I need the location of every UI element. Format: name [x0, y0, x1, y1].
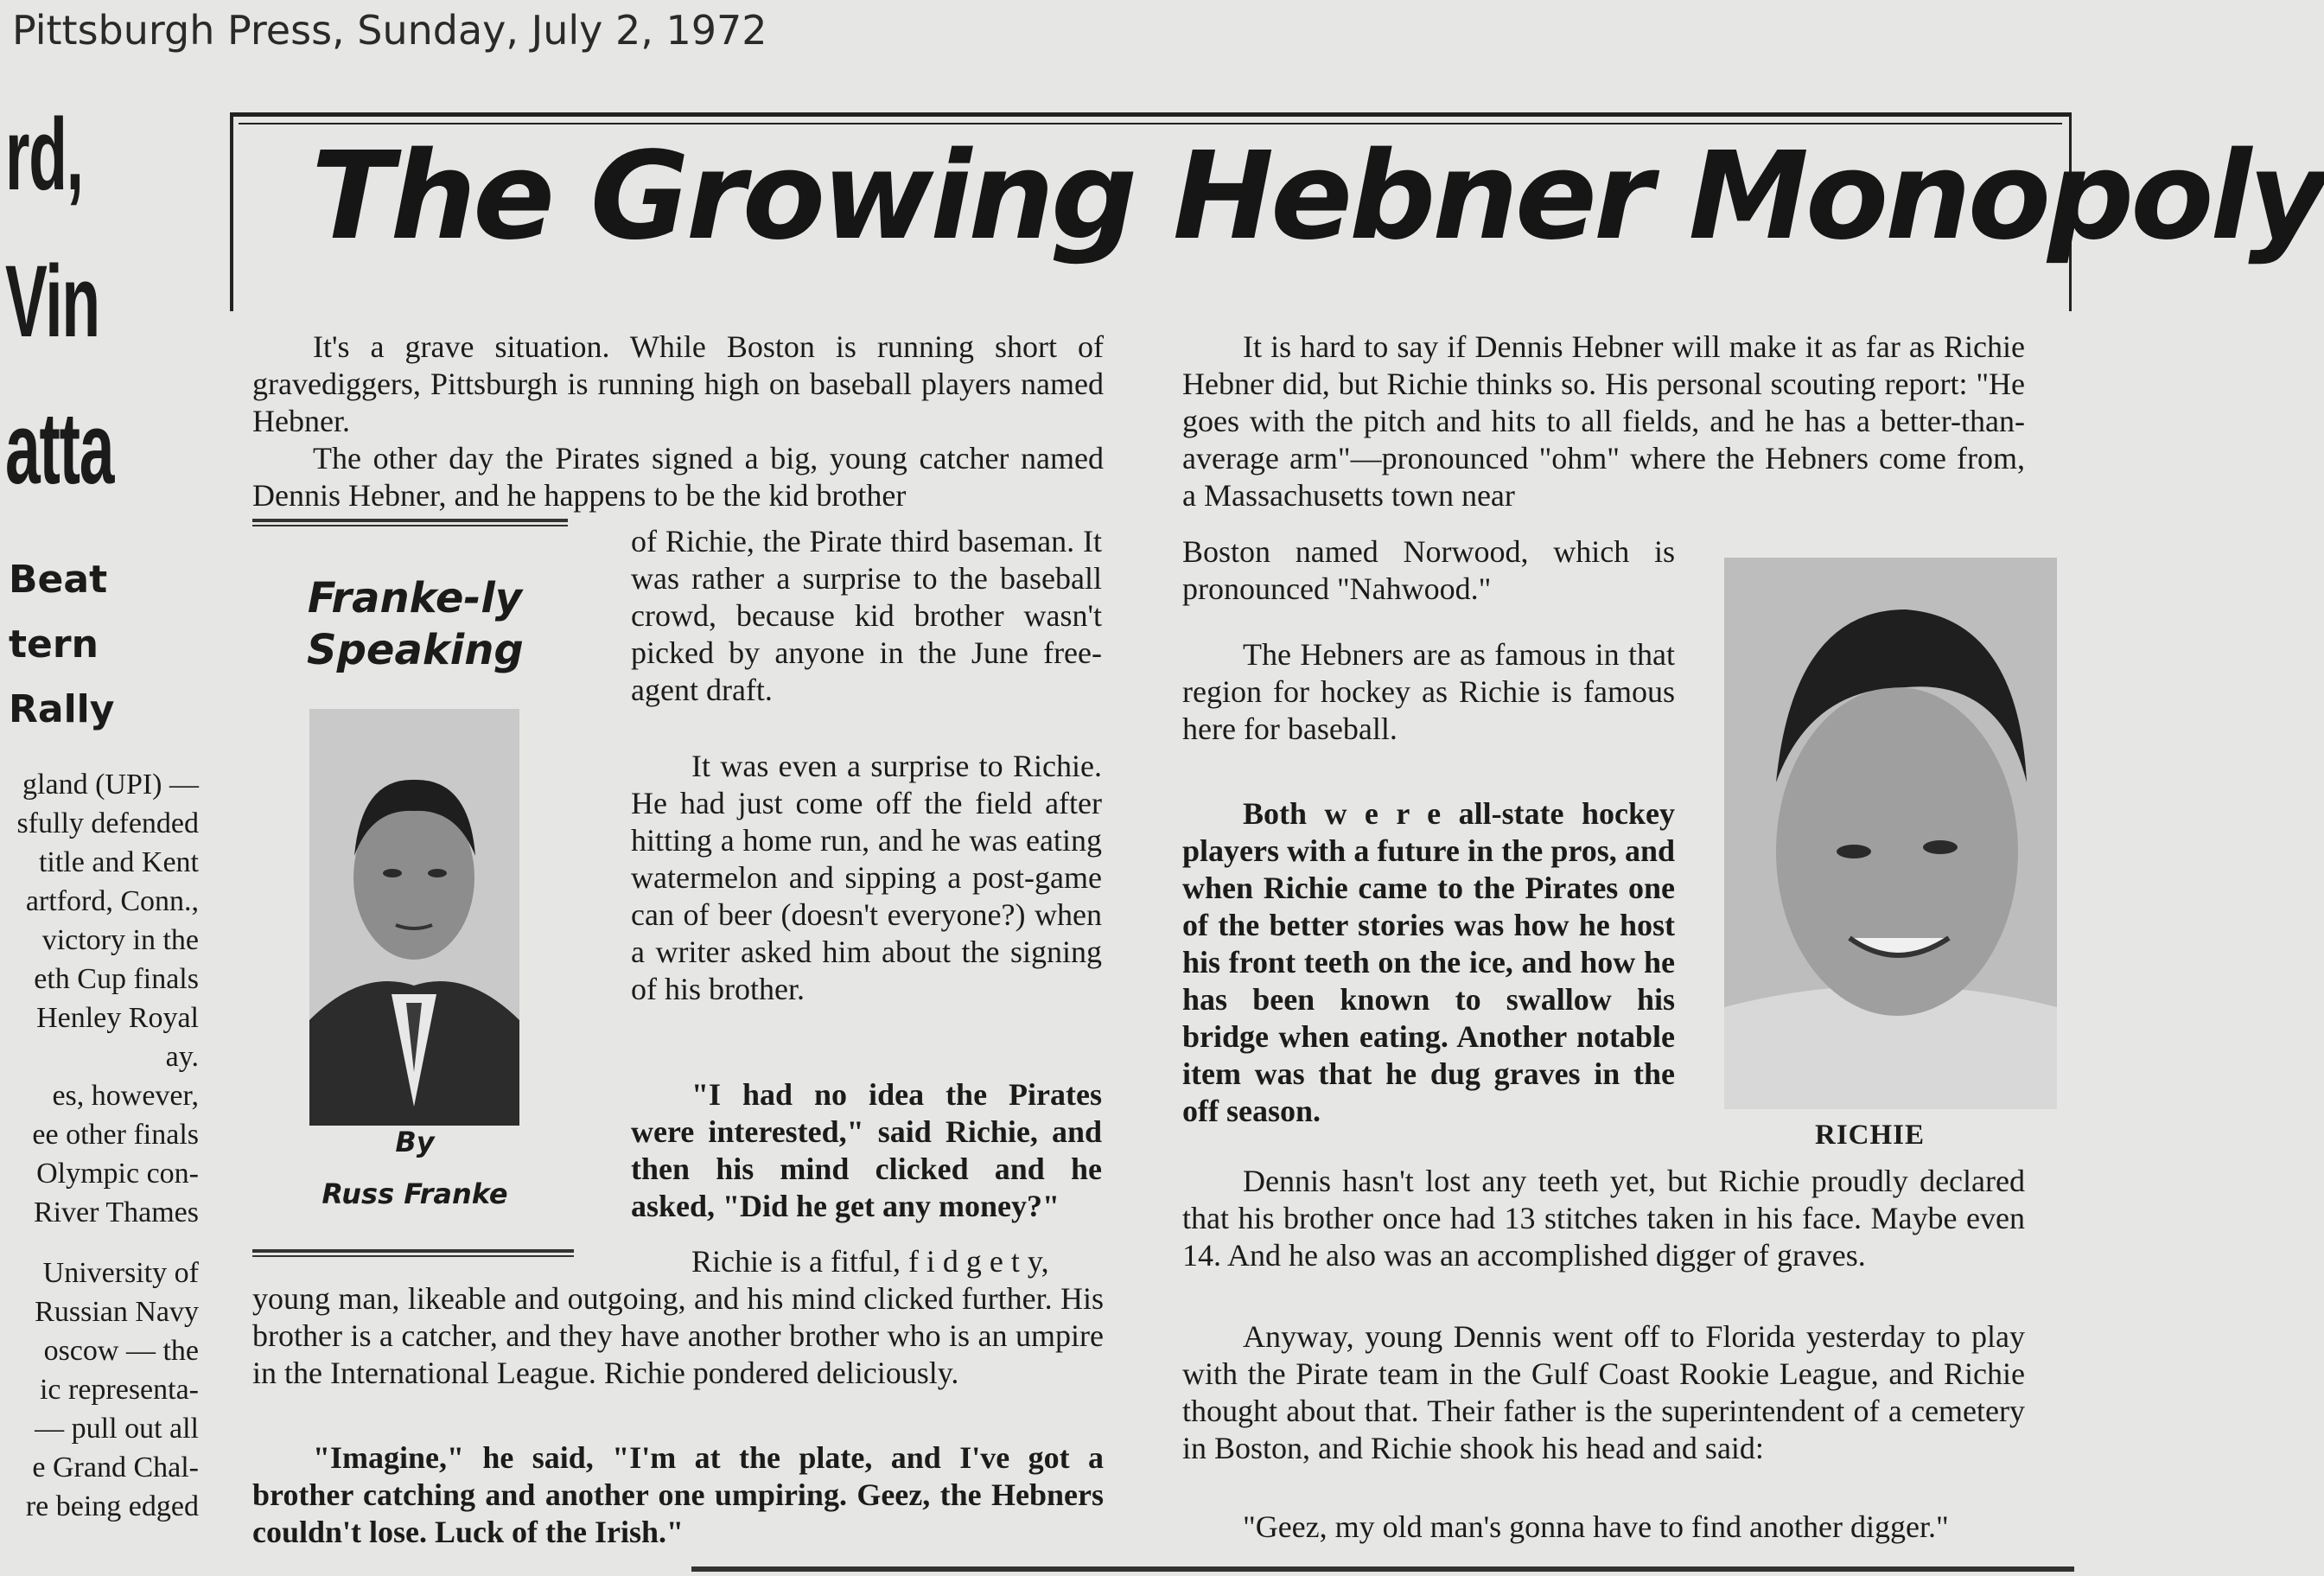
- headline-box-rule: [230, 112, 233, 311]
- paragraph: It is hard to say if Dennis Hebner will make it as far as Richie Hebner did, but Richie thinks so. His personal scouting report: "He goes with the pitch and hits to all fields, and he has a better-than-average arm"—pronounced "ohm" where the Hebners come from, a Massachusetts town near: [1182, 329, 2025, 513]
- richie-photo: [1724, 558, 2057, 1109]
- photo-caption: RICHIE: [1815, 1120, 1926, 1151]
- dateline: Pittsburgh Press, Sunday, July 2, 1972: [12, 7, 767, 54]
- paragraph: Both w e r e all-state hockey players with a future in the pros, and when Richie came to the Pirates one of the better stories was how he host his front teeth on the ice, and how he has been known to swallow his bridge when eating. Another notable item was that he dug graves in the off season.: [1182, 796, 1675, 1128]
- paragraph: Anyway, young Dennis went off to Florida yesterday to play with the Pirate team in the Gulf Coast Rookie League, and Richie thought about that. Their father is the superintendent of a cemetery in Boston, and Richie shook his head and said:: [1182, 1319, 2025, 1465]
- paragraph: of Richie, the Pirate third baseman. It was rather a surprise to the baseball crowd, because kid brother wasn't picked by anyone in the June free-agent draft.: [631, 524, 1102, 707]
- adjacent-body-text: gland (UPI) — sfully defended title and Kent artford, Conn., victory in the eth Cup finals Henley Royal ay. es, however, ee other finals Olympic con- River Thames University of Russian Navy oscow — the ic representa- — pull out all e Grand Chal- re being edged: [16, 769, 199, 1522]
- headline: The Growing Hebner Monopoly: [311, 126, 2324, 267]
- paragraph: Dennis hasn't lost any teeth yet, but Richie proudly declared that his brother once had 13 stitches taken in his face. Maybe even 14. And he also was an accomplished digger of graves.: [1182, 1164, 2025, 1273]
- column-title: Franke-ly Speaking: [307, 574, 524, 674]
- columnist-photo: [309, 709, 519, 1126]
- adjacent-headline-line: atta: [5, 392, 114, 506]
- column-rule: [252, 519, 568, 526]
- paragraph: "Geez, my old man's gonna have to find another digger.": [1243, 1509, 1949, 1544]
- column-rule: [252, 1249, 574, 1257]
- adjacent-subhead-line: Beat: [9, 558, 108, 602]
- headline-box-rule: [239, 123, 2062, 124]
- paragraph: "Imagine," he said, "I'm at the plate, and I've got a brother catching and another one umpiring. Geez, the Hebners couldn't lose. Luck of the Irish.": [252, 1440, 1104, 1549]
- adjacent-subhead-line: tern: [9, 622, 99, 667]
- paragraph: The other day the Pirates signed a big, young catcher named Dennis Hebner, and he happens to be the kid brother: [252, 441, 1104, 513]
- paragraph: young man, likeable and outgoing, and his mind clicked further. His brother is a catcher, and they have another brother who is an umpire in the International League. Richie pondered deliciously.: [252, 1281, 1104, 1390]
- paragraph: "I had no idea the Pirates were interested," said Richie, and then his mind clicked and he asked, "Did he get any money?": [631, 1077, 1102, 1223]
- bottom-rule: [691, 1566, 2074, 1572]
- adjacent-subhead-line: Rally: [9, 687, 115, 731]
- adjacent-headline-line: rd,: [5, 98, 83, 212]
- adjacent-headline-line: Vin: [5, 245, 99, 359]
- headline-box-rule: [230, 112, 2071, 117]
- byline-name: Russ Franke: [322, 1177, 508, 1210]
- byline-by: By: [395, 1126, 435, 1158]
- paragraph: It was even a surprise to Richie. He had just come off the field after hitting a home run, and he was eating watermelon and sipping a post-game can of beer (doesn't everyone?) when a writer asked him about the signing of his brother.: [631, 749, 1102, 1006]
- paragraph: Richie is a fitful, f i d g e t y,: [691, 1244, 1049, 1279]
- paragraph: It's a grave situation. While Boston is running short of gravediggers, Pittsburgh is running high on baseball players named Hebner.: [252, 329, 1104, 438]
- adjacent-column: [0, 86, 207, 1573]
- paragraph: Boston named Norwood, which is pronounced "Nahwood.": [1182, 534, 1675, 606]
- paragraph: The Hebners are as famous in that region for hockey as Richie is famous here for baseball.: [1182, 637, 1675, 746]
